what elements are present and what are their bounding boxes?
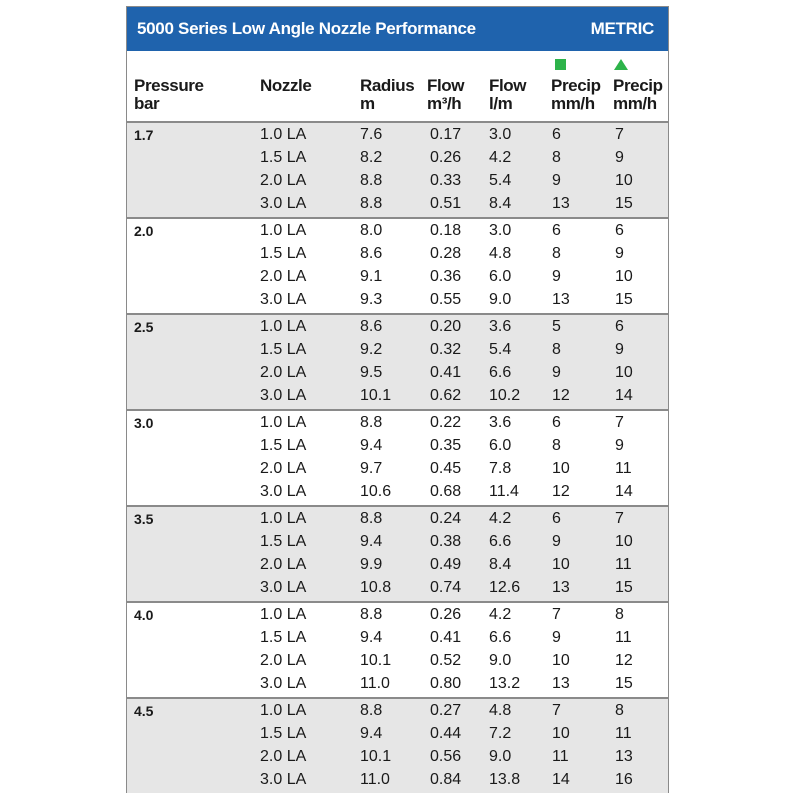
nozzle-cell: 1.0 LA (260, 606, 307, 623)
flow-m3-cell: 0.56 (430, 748, 462, 765)
precip-square-cell: 14 (552, 771, 570, 788)
header-radius (360, 77, 414, 113)
radius-cell: 9.9 (360, 556, 383, 573)
flow-l-cell: 8.4 (489, 556, 512, 573)
flow-l-cell: 11.4 (489, 483, 519, 500)
flow-m3-cell: 0.27 (430, 702, 462, 719)
pressure-group (127, 315, 668, 411)
precip-square-cell: 6 (552, 510, 561, 527)
header-pressure-label: Pressure (134, 76, 204, 95)
table-row (127, 123, 668, 146)
precip-square-cell: 8 (552, 245, 561, 262)
precip-triangle-cell: 11 (615, 725, 632, 742)
nozzle-cell: 2.0 LA (260, 460, 307, 477)
radius-cell: 8.8 (360, 606, 383, 623)
precip-triangle-cell: 13 (615, 748, 633, 765)
pressure-value: 1.7 (134, 127, 154, 143)
precip-square-cell: 9 (552, 364, 561, 381)
flow-l-cell: 4.8 (489, 245, 512, 262)
nozzle-cell: 3.0 LA (260, 387, 307, 404)
flow-l-cell: 5.4 (489, 172, 512, 189)
precip-triangle-cell: 9 (615, 245, 624, 262)
flow-l-cell: 12.6 (489, 579, 521, 596)
nozzle-cell: 2.0 LA (260, 364, 307, 381)
radius-cell: 10.1 (360, 652, 392, 669)
precip-triangle-cell: 6 (615, 318, 624, 335)
radius-cell: 9.5 (360, 364, 383, 381)
pressure-value: 4.5 (134, 703, 154, 719)
radius-cell: 11.0 (360, 771, 390, 788)
precip-square-cell: 10 (552, 556, 570, 573)
table-row (127, 553, 668, 576)
table-row (127, 411, 668, 434)
nozzle-cell: 1.5 LA (260, 725, 307, 742)
flow-l-cell: 9.0 (489, 291, 512, 308)
precip-square-cell: 6 (552, 414, 561, 431)
precip-square-cell: 13 (552, 291, 570, 308)
precip-triangle-cell: 7 (615, 510, 624, 527)
title-bar (127, 7, 668, 51)
flow-m3-cell: 0.52 (430, 652, 462, 669)
flow-m3-cell: 0.41 (430, 364, 462, 381)
nozzle-cell: 3.0 LA (260, 771, 307, 788)
flow-m3-cell: 0.44 (430, 725, 462, 742)
precip-square-cell: 10 (552, 460, 570, 477)
table-row (127, 722, 668, 745)
flow-l-cell: 6.6 (489, 629, 512, 646)
precip-square-cell: 9 (552, 268, 561, 285)
radius-cell: 10.6 (360, 483, 392, 500)
flow-l-cell: 6.0 (489, 268, 512, 285)
pressure-group (127, 699, 668, 793)
table-row (127, 288, 668, 311)
flow-m3-cell: 0.32 (430, 341, 462, 358)
header-radius-unit: m (360, 94, 375, 113)
flow-l-cell: 13.8 (489, 771, 521, 788)
header-precip-square-unit: mm/h (551, 94, 595, 113)
flow-l-cell: 7.2 (489, 725, 512, 742)
table-row (127, 434, 668, 457)
nozzle-cell: 2.0 LA (260, 556, 307, 573)
flow-l-cell: 4.2 (489, 510, 512, 527)
nozzle-performance-table (126, 6, 669, 793)
flow-l-cell: 6.0 (489, 437, 512, 454)
radius-cell: 9.4 (360, 725, 383, 742)
precip-square-cell: 5 (552, 318, 561, 335)
radius-cell: 10.8 (360, 579, 392, 596)
flow-l-cell: 4.8 (489, 702, 512, 719)
flow-l-cell: 8.4 (489, 195, 512, 212)
header-nozzle: Nozzle (260, 76, 312, 95)
nozzle-cell: 3.0 LA (260, 291, 307, 308)
precip-triangle-cell: 6 (615, 222, 624, 239)
precip-triangle-cell: 16 (615, 771, 633, 788)
pressure-value: 4.0 (134, 607, 154, 623)
table-row (127, 361, 668, 384)
nozzle-cell: 1.5 LA (260, 533, 307, 550)
flow-l-cell: 6.6 (489, 533, 512, 550)
flow-l-cell: 9.0 (489, 652, 512, 669)
flow-m3-cell: 0.41 (430, 629, 462, 646)
table-row (127, 745, 668, 768)
pressure-value: 2.5 (134, 319, 154, 335)
precip-square-cell: 7 (552, 702, 561, 719)
precip-square-cell: 9 (552, 629, 561, 646)
header-precip-triangle (613, 77, 663, 113)
table-row (127, 672, 668, 695)
flow-l-cell: 3.6 (489, 414, 512, 431)
flow-m3-cell: 0.24 (430, 510, 462, 527)
header-flow-m3-label: Flow (427, 76, 465, 95)
table-row (127, 219, 668, 242)
flow-m3-cell: 0.22 (430, 414, 462, 431)
radius-cell: 9.7 (360, 460, 383, 477)
precip-square-cell: 6 (552, 126, 561, 143)
precip-triangle-cell: 10 (615, 364, 633, 381)
flow-l-cell: 4.2 (489, 149, 512, 166)
flow-m3-cell: 0.62 (430, 387, 462, 404)
nozzle-cell: 3.0 LA (260, 579, 307, 596)
table-row (127, 507, 668, 530)
radius-cell: 8.8 (360, 195, 383, 212)
header-pressure-unit: bar (134, 94, 160, 113)
flow-m3-cell: 0.18 (430, 222, 462, 239)
precip-triangle-cell: 9 (615, 341, 624, 358)
radius-cell: 8.8 (360, 414, 383, 431)
radius-cell: 9.4 (360, 437, 383, 454)
pressure-value: 3.5 (134, 511, 154, 527)
nozzle-cell: 1.5 LA (260, 341, 307, 358)
header-precip-square-label: Precip (551, 76, 601, 95)
flow-m3-cell: 0.20 (430, 318, 462, 335)
pressure-value: 3.0 (134, 415, 154, 431)
radius-cell: 8.6 (360, 245, 383, 262)
flow-l-cell: 13.2 (489, 675, 521, 692)
table-row (127, 768, 668, 791)
nozzle-cell: 1.0 LA (260, 510, 307, 527)
precip-triangle-cell: 11 (615, 629, 632, 646)
triangle-symbol-icon (614, 59, 628, 70)
table-row (127, 626, 668, 649)
table-row (127, 603, 668, 626)
flow-l-cell: 7.8 (489, 460, 512, 477)
nozzle-cell: 1.5 LA (260, 629, 307, 646)
table-row (127, 457, 668, 480)
precip-triangle-cell: 15 (615, 291, 633, 308)
table-row (127, 169, 668, 192)
flow-m3-cell: 0.84 (430, 771, 462, 788)
header-radius-label: Radius (360, 76, 415, 95)
radius-cell: 11.0 (360, 675, 390, 692)
precip-triangle-cell: 11 (615, 460, 632, 477)
flow-l-cell: 5.4 (489, 341, 512, 358)
table-row (127, 576, 668, 599)
radius-cell: 7.6 (360, 126, 383, 143)
radius-cell: 8.2 (360, 149, 383, 166)
precip-triangle-cell: 9 (615, 437, 624, 454)
table-row (127, 265, 668, 288)
flow-l-cell: 4.2 (489, 606, 512, 623)
nozzle-cell: 3.0 LA (260, 675, 307, 692)
pressure-group (127, 603, 668, 699)
table-row (127, 242, 668, 265)
flow-m3-cell: 0.45 (430, 460, 462, 477)
nozzle-cell: 1.5 LA (260, 149, 307, 166)
radius-cell: 9.4 (360, 533, 383, 550)
radius-cell: 8.8 (360, 702, 383, 719)
precip-square-cell: 13 (552, 195, 570, 212)
radius-cell: 10.1 (360, 387, 392, 404)
precip-square-cell: 11 (552, 748, 569, 765)
precip-square-cell: 12 (552, 387, 570, 404)
header-precip-triangle-unit: mm/h (613, 94, 657, 113)
header-precip-triangle-label: Precip (613, 76, 663, 95)
precip-square-cell: 6 (552, 222, 561, 239)
table-row (127, 649, 668, 672)
header-flow-l-label: Flow (489, 76, 527, 95)
nozzle-cell: 2.0 LA (260, 652, 307, 669)
flow-m3-cell: 0.55 (430, 291, 462, 308)
flow-m3-cell: 0.80 (430, 675, 462, 692)
table-body (127, 123, 668, 793)
precip-triangle-cell: 7 (615, 414, 624, 431)
precip-triangle-cell: 7 (615, 126, 624, 143)
nozzle-cell: 2.0 LA (260, 748, 307, 765)
flow-l-cell: 3.0 (489, 222, 512, 239)
precip-triangle-cell: 8 (615, 702, 624, 719)
header-flow-l (489, 77, 526, 113)
radius-cell: 8.6 (360, 318, 383, 335)
table-row (127, 699, 668, 722)
precip-triangle-cell: 15 (615, 579, 633, 596)
flow-m3-cell: 0.26 (430, 606, 462, 623)
table-row (127, 530, 668, 553)
precip-square-cell: 10 (552, 725, 570, 742)
precip-triangle-cell: 10 (615, 268, 633, 285)
flow-m3-cell: 0.36 (430, 268, 462, 285)
precip-triangle-cell: 14 (615, 387, 633, 404)
table-row (127, 338, 668, 361)
precip-square-cell: 8 (552, 149, 561, 166)
nozzle-cell: 3.0 LA (260, 483, 307, 500)
precip-triangle-cell: 10 (615, 533, 633, 550)
precip-square-cell: 7 (552, 606, 561, 623)
radius-cell: 8.8 (360, 172, 383, 189)
precip-square-cell: 8 (552, 437, 561, 454)
precip-triangle-cell: 11 (615, 556, 632, 573)
flow-m3-cell: 0.38 (430, 533, 462, 550)
radius-cell: 9.4 (360, 629, 383, 646)
radius-cell: 9.1 (360, 268, 383, 285)
header-flow-m3 (427, 77, 464, 113)
nozzle-cell: 2.0 LA (260, 268, 307, 285)
nozzle-cell: 2.0 LA (260, 172, 307, 189)
header-pressure (134, 77, 204, 113)
table-row (127, 315, 668, 338)
flow-m3-cell: 0.26 (430, 149, 462, 166)
header-flow-m3-unit: m³/h (427, 94, 462, 113)
nozzle-cell: 1.0 LA (260, 222, 307, 239)
nozzle-cell: 3.0 LA (260, 195, 307, 212)
precip-triangle-cell: 9 (615, 149, 624, 166)
precip-square-cell: 10 (552, 652, 570, 669)
flow-l-cell: 3.6 (489, 318, 512, 335)
nozzle-cell: 1.0 LA (260, 702, 307, 719)
nozzle-cell: 1.5 LA (260, 245, 307, 262)
nozzle-cell: 1.0 LA (260, 414, 307, 431)
table-row (127, 480, 668, 503)
precip-square-cell: 9 (552, 172, 561, 189)
precip-triangle-cell: 12 (615, 652, 633, 669)
precip-triangle-cell: 8 (615, 606, 624, 623)
nozzle-cell: 1.0 LA (260, 126, 307, 143)
header-precip-square (551, 77, 601, 113)
flow-m3-cell: 0.74 (430, 579, 462, 596)
radius-cell: 10.1 (360, 748, 392, 765)
precip-square-cell: 8 (552, 341, 561, 358)
square-symbol-icon (555, 59, 566, 70)
precip-square-cell: 12 (552, 483, 570, 500)
precip-triangle-cell: 10 (615, 172, 633, 189)
flow-m3-cell: 0.35 (430, 437, 462, 454)
flow-m3-cell: 0.17 (430, 126, 462, 143)
flow-m3-cell: 0.68 (430, 483, 462, 500)
flow-l-cell: 9.0 (489, 748, 512, 765)
precip-triangle-cell: 15 (615, 195, 633, 212)
flow-l-cell: 10.2 (489, 387, 521, 404)
precip-triangle-cell: 14 (615, 483, 633, 500)
nozzle-cell: 1.0 LA (260, 318, 307, 335)
nozzle-cell: 1.5 LA (260, 437, 307, 454)
flow-l-cell: 6.6 (489, 364, 512, 381)
pressure-group (127, 507, 668, 603)
flow-l-cell: 3.0 (489, 126, 512, 143)
header-flow-l-unit: l/m (489, 94, 513, 113)
pressure-value: 2.0 (134, 223, 154, 239)
radius-cell: 9.3 (360, 291, 383, 308)
flow-m3-cell: 0.33 (430, 172, 462, 189)
radius-cell: 9.2 (360, 341, 383, 358)
table-row (127, 146, 668, 169)
flow-m3-cell: 0.28 (430, 245, 462, 262)
unit-system-label: METRIC (590, 19, 654, 38)
flow-m3-cell: 0.51 (430, 195, 462, 212)
radius-cell: 8.8 (360, 510, 383, 527)
table-title: 5000 Series Low Angle Nozzle Performance (137, 19, 476, 38)
precip-triangle-cell: 15 (615, 675, 633, 692)
radius-cell: 8.0 (360, 222, 383, 239)
precip-square-cell: 13 (552, 579, 570, 596)
precip-square-cell: 9 (552, 533, 561, 550)
pressure-group (127, 219, 668, 315)
pressure-group (127, 411, 668, 507)
table-header (127, 51, 668, 123)
table-row (127, 384, 668, 407)
flow-m3-cell: 0.49 (430, 556, 462, 573)
table-row (127, 192, 668, 215)
pressure-group (127, 123, 668, 219)
precip-square-cell: 13 (552, 675, 570, 692)
